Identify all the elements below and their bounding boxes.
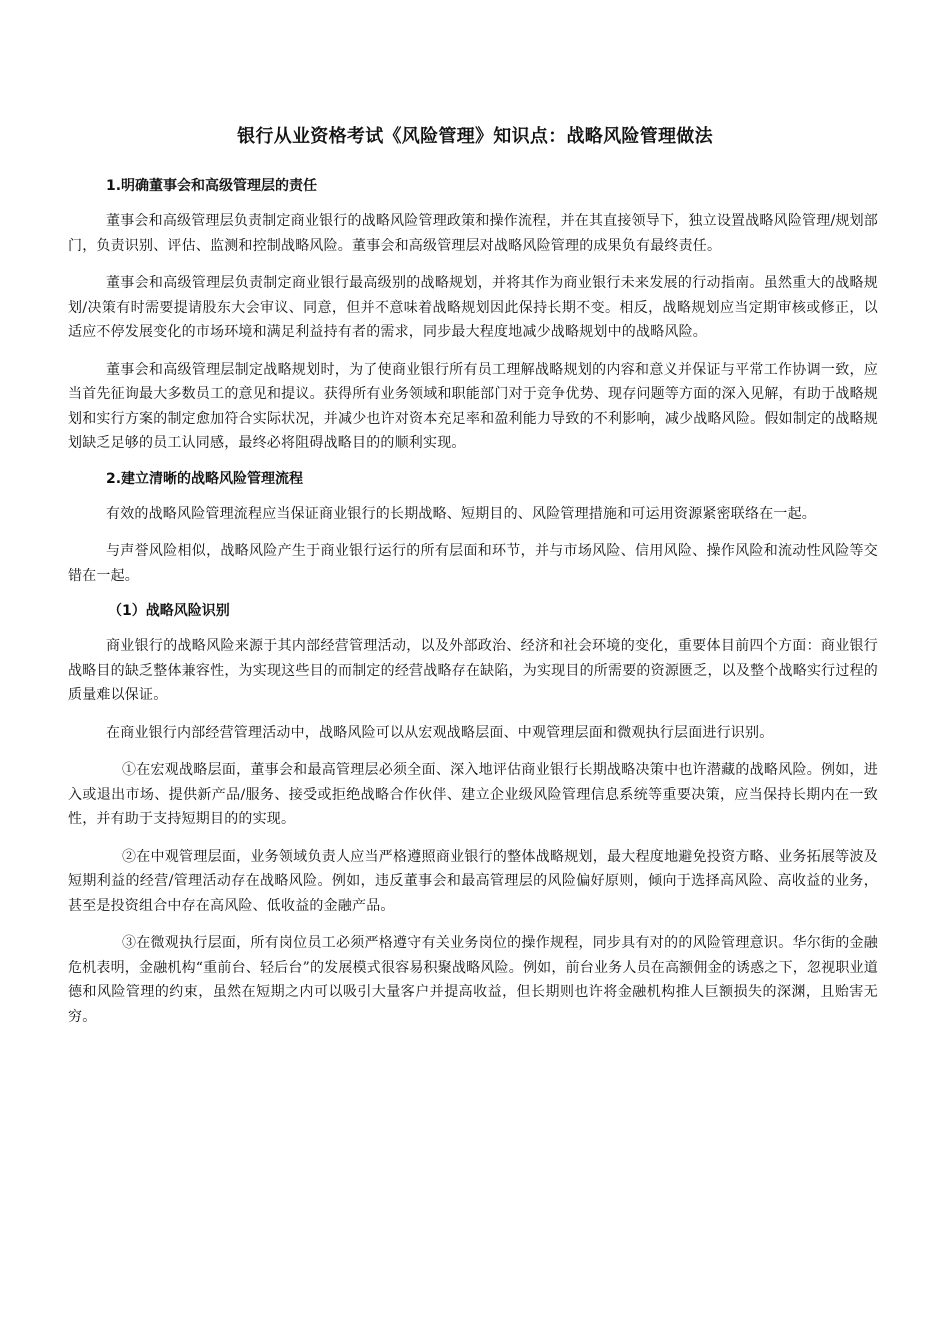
document-title: 银行从业资格考试《风险管理》知识点：战略风险管理做法 xyxy=(237,126,713,147)
paragraph: 有效的战略风险管理流程应当保证商业银行的长期战略、短期目的、风险管理措施和可运用资源紧密联络在一起。 xyxy=(106,505,816,522)
section-board-responsibility xyxy=(68,176,878,456)
paragraph: 与声誉风险相似，战略风险产生于商业银行运行的所有层面和环节，并与市场风险、信用风险、操作风险和流动性风险等交错在一起。 xyxy=(68,543,878,584)
paragraph: 在商业银行内部经营管理活动中，战略风险可以从宏观战略层面、中观管理层面和微观执行层面进行识别。 xyxy=(106,724,774,741)
section-risk-process xyxy=(68,469,878,589)
paragraph-micro-level: ③在微观执行层面，所有岗位员工必须严格遵守有关业务岗位的操作规程，同步具有对的的风险管理意识。华尔街的金融危机表明，金融机构“重前台、轻后台”的发展模式很容易积聚战略风险。例如，前台业务人员在高额佣金的诱惑之下，忽视职业道德和风险管理的约束，虽然在短期之内可以吸引大量客户并提高收益，但长期则也许将金融机构推人巨额损失的深渊，且贻害无穷。 xyxy=(68,935,878,1025)
subsection-heading: （1）战略风险识别 xyxy=(108,603,230,619)
document-body xyxy=(68,176,878,1042)
paragraph-macro-level: ①在宏观战略层面，董事会和最高管理层必须全面、深入地评估商业银行长期战略决策中也许潜藏的战略风险。例如，进入或退出市场、提供新产品/服务、接受或拒绝战略合作伙伴、建立企业级风险管理信息系统等重要决策，应当保持长期内在一致性，并有助于支持短期目的的实现。 xyxy=(68,762,878,827)
paragraph: 商业银行的战略风险来源于其内部经营管理活动，以及外部政治、经济和社会环境的变化，重要体目前四个方面：商业银行战略目的缺乏整体兼容性，为实现这些目的而制定的经营战略存在缺陷，为实现目的所需要的资源匮乏，以及整个战略实行过程的质量难以保证。 xyxy=(68,638,878,703)
paragraph: 董事会和高级管理层负责制定商业银行的战略风险管理政策和操作流程，并在其直接领导下，独立设置战略风险管理/规划部门，负责识别、评估、监测和控制战略风险。董事会和高级管理层对战略风险管理的成果负有最终责任。 xyxy=(68,213,878,254)
paragraph: 董事会和高级管理层制定战略规划时，为了使商业银行所有员工理解战略规划的内容和意义并保证与平常工作协调一致，应当首先征询最大多数员工的意见和提议。获得所有业务领域和职能部门对于竞争优势、现存问题等方面的深入见解，有助于战略规划和实行方案的制定愈加符合实际状况，并减少也许对资本充足率和盈利能力导致的不利影响，减少战略风险。假如制定的战略规划缺乏足够的员工认同感，最终必将阻碍战略目的的顺利实现。 xyxy=(68,361,878,451)
section-heading: 2.建立清晰的战略风险管理流程 xyxy=(106,470,304,487)
paragraph: 董事会和高级管理层负责制定商业银行最高级别的战略规划，并将其作为商业银行未来发展的行动指南。虽然重大的战略规划/决策有时需要提请股东大会审议、同意，但并不意味着战略规划因此保持长期不变。相反，战略规划应当定期审核或修正，以适应不停发展变化的市场环境和满足利益持有者的需求，同步最大程度地减少战略规划中的战略风险。 xyxy=(68,275,878,340)
paragraph-meso-level: ②在中观管理层面，业务领域负责人应当严格遵照商业银行的整体战略规划，最大程度地避免投资方略、业务拓展等波及短期利益的经营/管理活动存在战略风险。例如，违反董事会和最高管理层的风险偏好原则，倾向于选择高风险、高收益的业务，甚至是投资组合中存在高风险、低收益的金融产品。 xyxy=(68,848,878,914)
section-risk-identification xyxy=(68,601,878,1029)
section-heading: 1.明确董事会和高级管理层的责任 xyxy=(106,178,318,194)
